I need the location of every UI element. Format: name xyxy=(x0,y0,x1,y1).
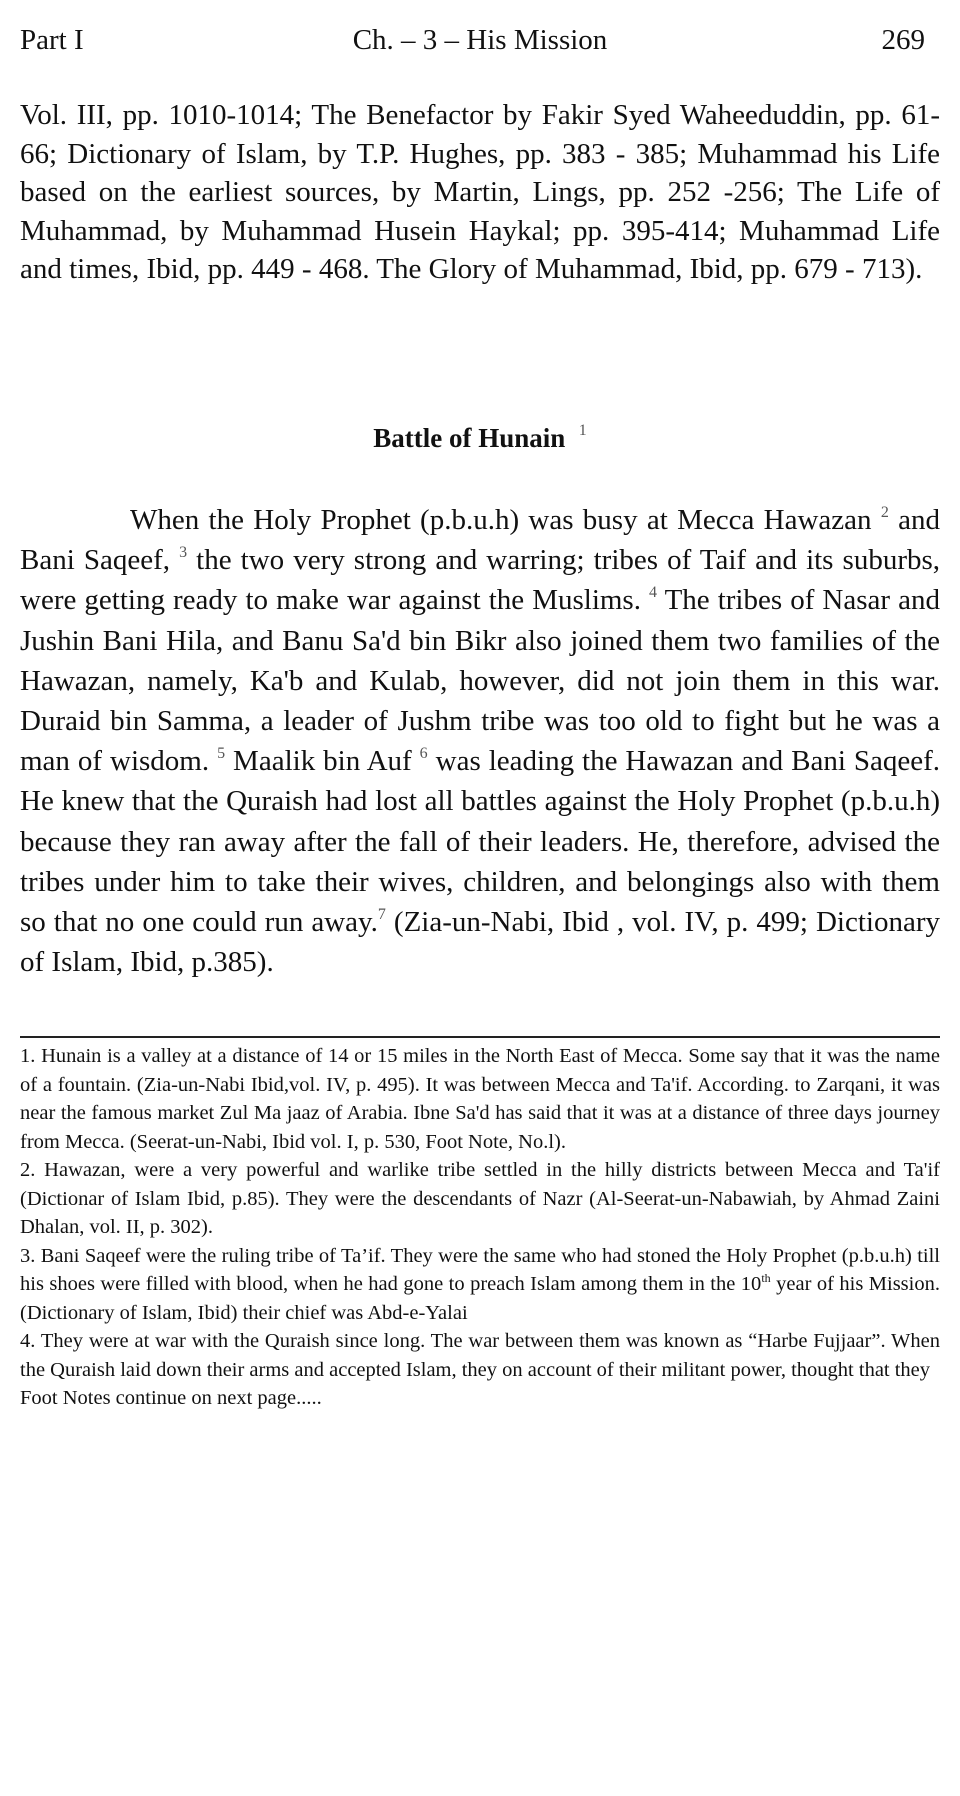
footnote-3 xyxy=(20,1242,940,1328)
main-paragraph xyxy=(20,500,940,982)
footnote-1: 1. Hunain is a valley at a distance of 14 or 15 miles in the North East of Mecca. Some say that it was the name of a fountain. (Zia-un-Nabi Ibid,vol. IV, p. 495). It was between Mecca and Ta'if. According. to Zarqani, it was near the famous market Zul Ma jaaz of Arabia. Ibne Sa'd has said that it was at a distance of three days journey from Mecca. (Seerat-un-Nabi, Ibid vol. I, p. 530, Foot Note, No.l). xyxy=(20,1045,940,1153)
ordinal-suffix: th xyxy=(761,1271,771,1285)
footnotes xyxy=(20,1042,940,1413)
main-text: (Zia-un-Nabi, Ibid , vol. IV, p. 499; Dictionary of Islam, Ibid, p.385). xyxy=(20,906,940,979)
footnote-ref: 4 xyxy=(649,584,658,602)
footnote-divider xyxy=(20,1036,940,1038)
footnote-2: 2. Hawazan, were a very powerful and warlike tribe settled in the hilly districts between Mecca and Ta'if (Dictionar of Islam Ibid, p.85). They were the descendants of Nazr (Al-Seerat-un-Nabawiah, by Ahmad Zaini Dhalan, vol. II, p. 302). xyxy=(20,1159,940,1238)
footnote-ref: 2 xyxy=(880,504,889,521)
chapter-title: Ch. – 3 – His Mission xyxy=(352,24,608,56)
section-heading xyxy=(20,418,940,458)
main-text: was leading the Hawazan and Bani Saqeef. He knew that the Quraish had lost all battles against the Holy Prophet (p.b.u.h) because they ran away after the fall of their leaders. He, therefore, advised the tribes under him to take their wives, children, and belongings also with them so that no one could run away. xyxy=(20,745,940,939)
part-label: Part I xyxy=(20,24,84,56)
main-text: Maalik bin Auf xyxy=(225,745,412,778)
main-text: the two very strong and warring; tribes of Taif and its suburbs, were getting ready to make war against the Muslims. xyxy=(20,544,941,617)
main-text: The tribes of Nasar and Jushin Bani Hila, and Banu Sa'd bin Bikr also joined them two families of the Hawazan, namely, Ka'b and Kulab, however, did not join them in this war. Duraid bin Samma, a leader of Jushm tribe was too old to fight but he was a man of wisdom. xyxy=(20,584,940,778)
intro-paragraph: Vol. III, pp. 1010-1014; The Benefactor by Fakir Syed Waheeduddin, pp. 61-66; Dictionary of Islam, by T.P. Hughes, pp. 383 - 385; Muhammad his Life based on the earliest sources, by Martin, Lings, pp. 252 -256; The Life of Muhammad, by Muhammad Husein Haykal; pp. 395-414; Muhammad Life and times, Ibid, pp. 449 - 468. The Glory of Muhammad, Ibid, pp. 679 - 713). xyxy=(20,99,940,285)
page-number: 269 xyxy=(881,24,925,56)
footnote-3-text: year of his Mission. (Dictionary of Islam, Ibid) their chief was Abd-e-Yalai xyxy=(20,1273,940,1324)
footnote-3-text: 3. Bani Saqeef were the ruling tribe of Ta’if. They were the same who had stoned the Holy Prophet (p.b.u.h) till his shoes were filled with blood, when he had gone to preach Islam among them in the 10 xyxy=(20,1244,940,1295)
footnote-ref: 1 xyxy=(578,422,587,439)
footnote-ref: 5 xyxy=(217,745,226,763)
main-text: When the Holy Prophet (p.b.u.h) was busy at Mecca Hawazan xyxy=(130,504,872,536)
section-title: Battle of Hunain xyxy=(373,423,566,453)
running-header xyxy=(20,20,940,60)
footnote-4: 4. They were at war with the Quraish since long. The war between them was known as “Harbe Fujjaar”. When the Quraish laid down their arms and accepted Islam, they on account of their militant power, thought that they xyxy=(20,1330,940,1381)
footnote-ref: 7 xyxy=(377,906,386,924)
footnote-ref: 3 xyxy=(179,544,188,562)
footnote-ref: 6 xyxy=(419,745,428,763)
footnote-continuation-note: Foot Notes continue on next page..... xyxy=(20,1387,322,1409)
main-text: and Bani Saqeef, xyxy=(20,504,940,577)
